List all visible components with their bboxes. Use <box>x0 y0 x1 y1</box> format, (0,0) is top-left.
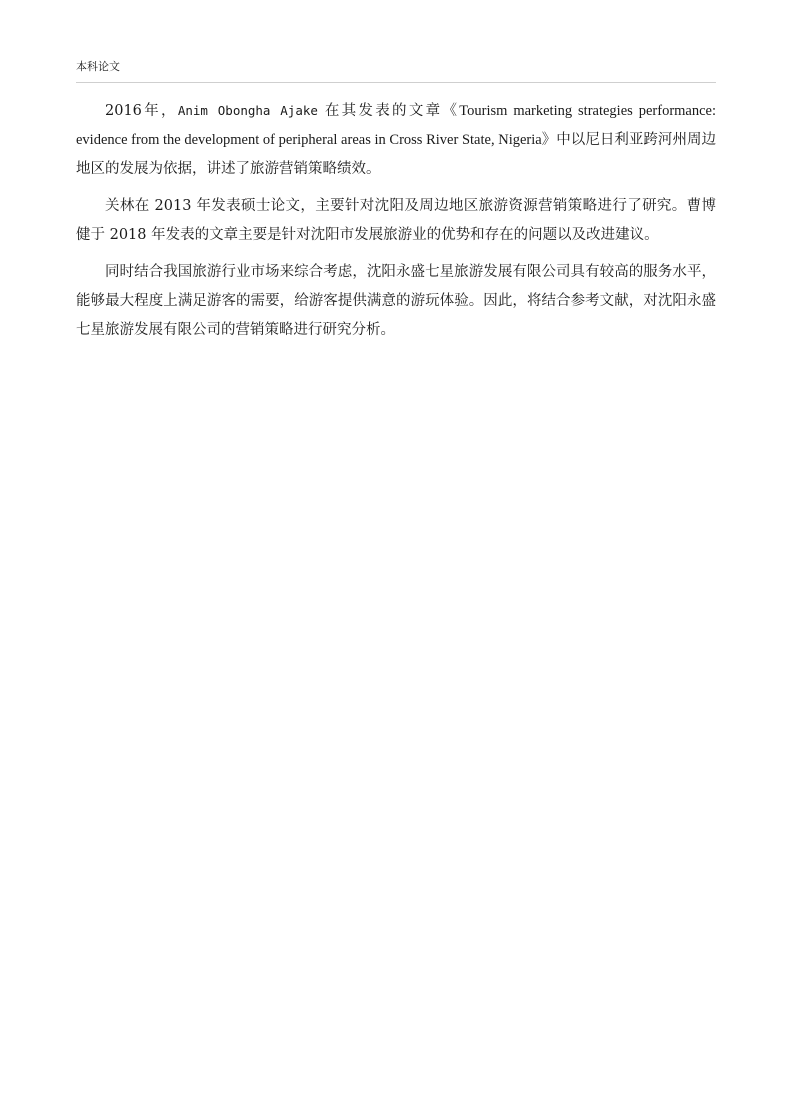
body-text <box>76 96 716 354</box>
running-header: 本科论文 <box>76 60 120 73</box>
paragraph-3: 同时结合我国旅游行业市场来综合考虑，沈阳永盛七星旅游发展有限公司具有较高的服务水平，能够最大程度上满足游客的需要，给游客提供满意的游玩体验。因此，将结合参考文献，对沈阳永盛七星旅游发展有限公司的营销策略进行研究分析。 <box>76 264 716 338</box>
paragraph-1-lead: 2016年， <box>105 103 178 119</box>
header-divider <box>76 82 716 83</box>
paragraph-1-tail: 》中以尼日利亚跨河州周边地区的发展为依据，讲述了旅游营销策略绩效。 <box>76 132 717 177</box>
author-name: Anim Obongha Ajake <box>177 103 318 118</box>
paragraph-1 <box>76 96 716 184</box>
article-title: Tourism marketing strategies performance: evidence from the development of peripheral areas in Cross River State, Nigeria <box>76 103 717 148</box>
paragraph-2: 关林在 2013 年发表硕士论文，主要针对沈阳及周边地区旅游资源营销策略进行了研究。曹博健于 2018 年发表的文章主要是针对沈阳市发展旅游业的优势和存在的问题以及改进建议。 <box>76 198 716 243</box>
paragraph-1-mid: 在其发表的文章《 <box>317 103 460 119</box>
